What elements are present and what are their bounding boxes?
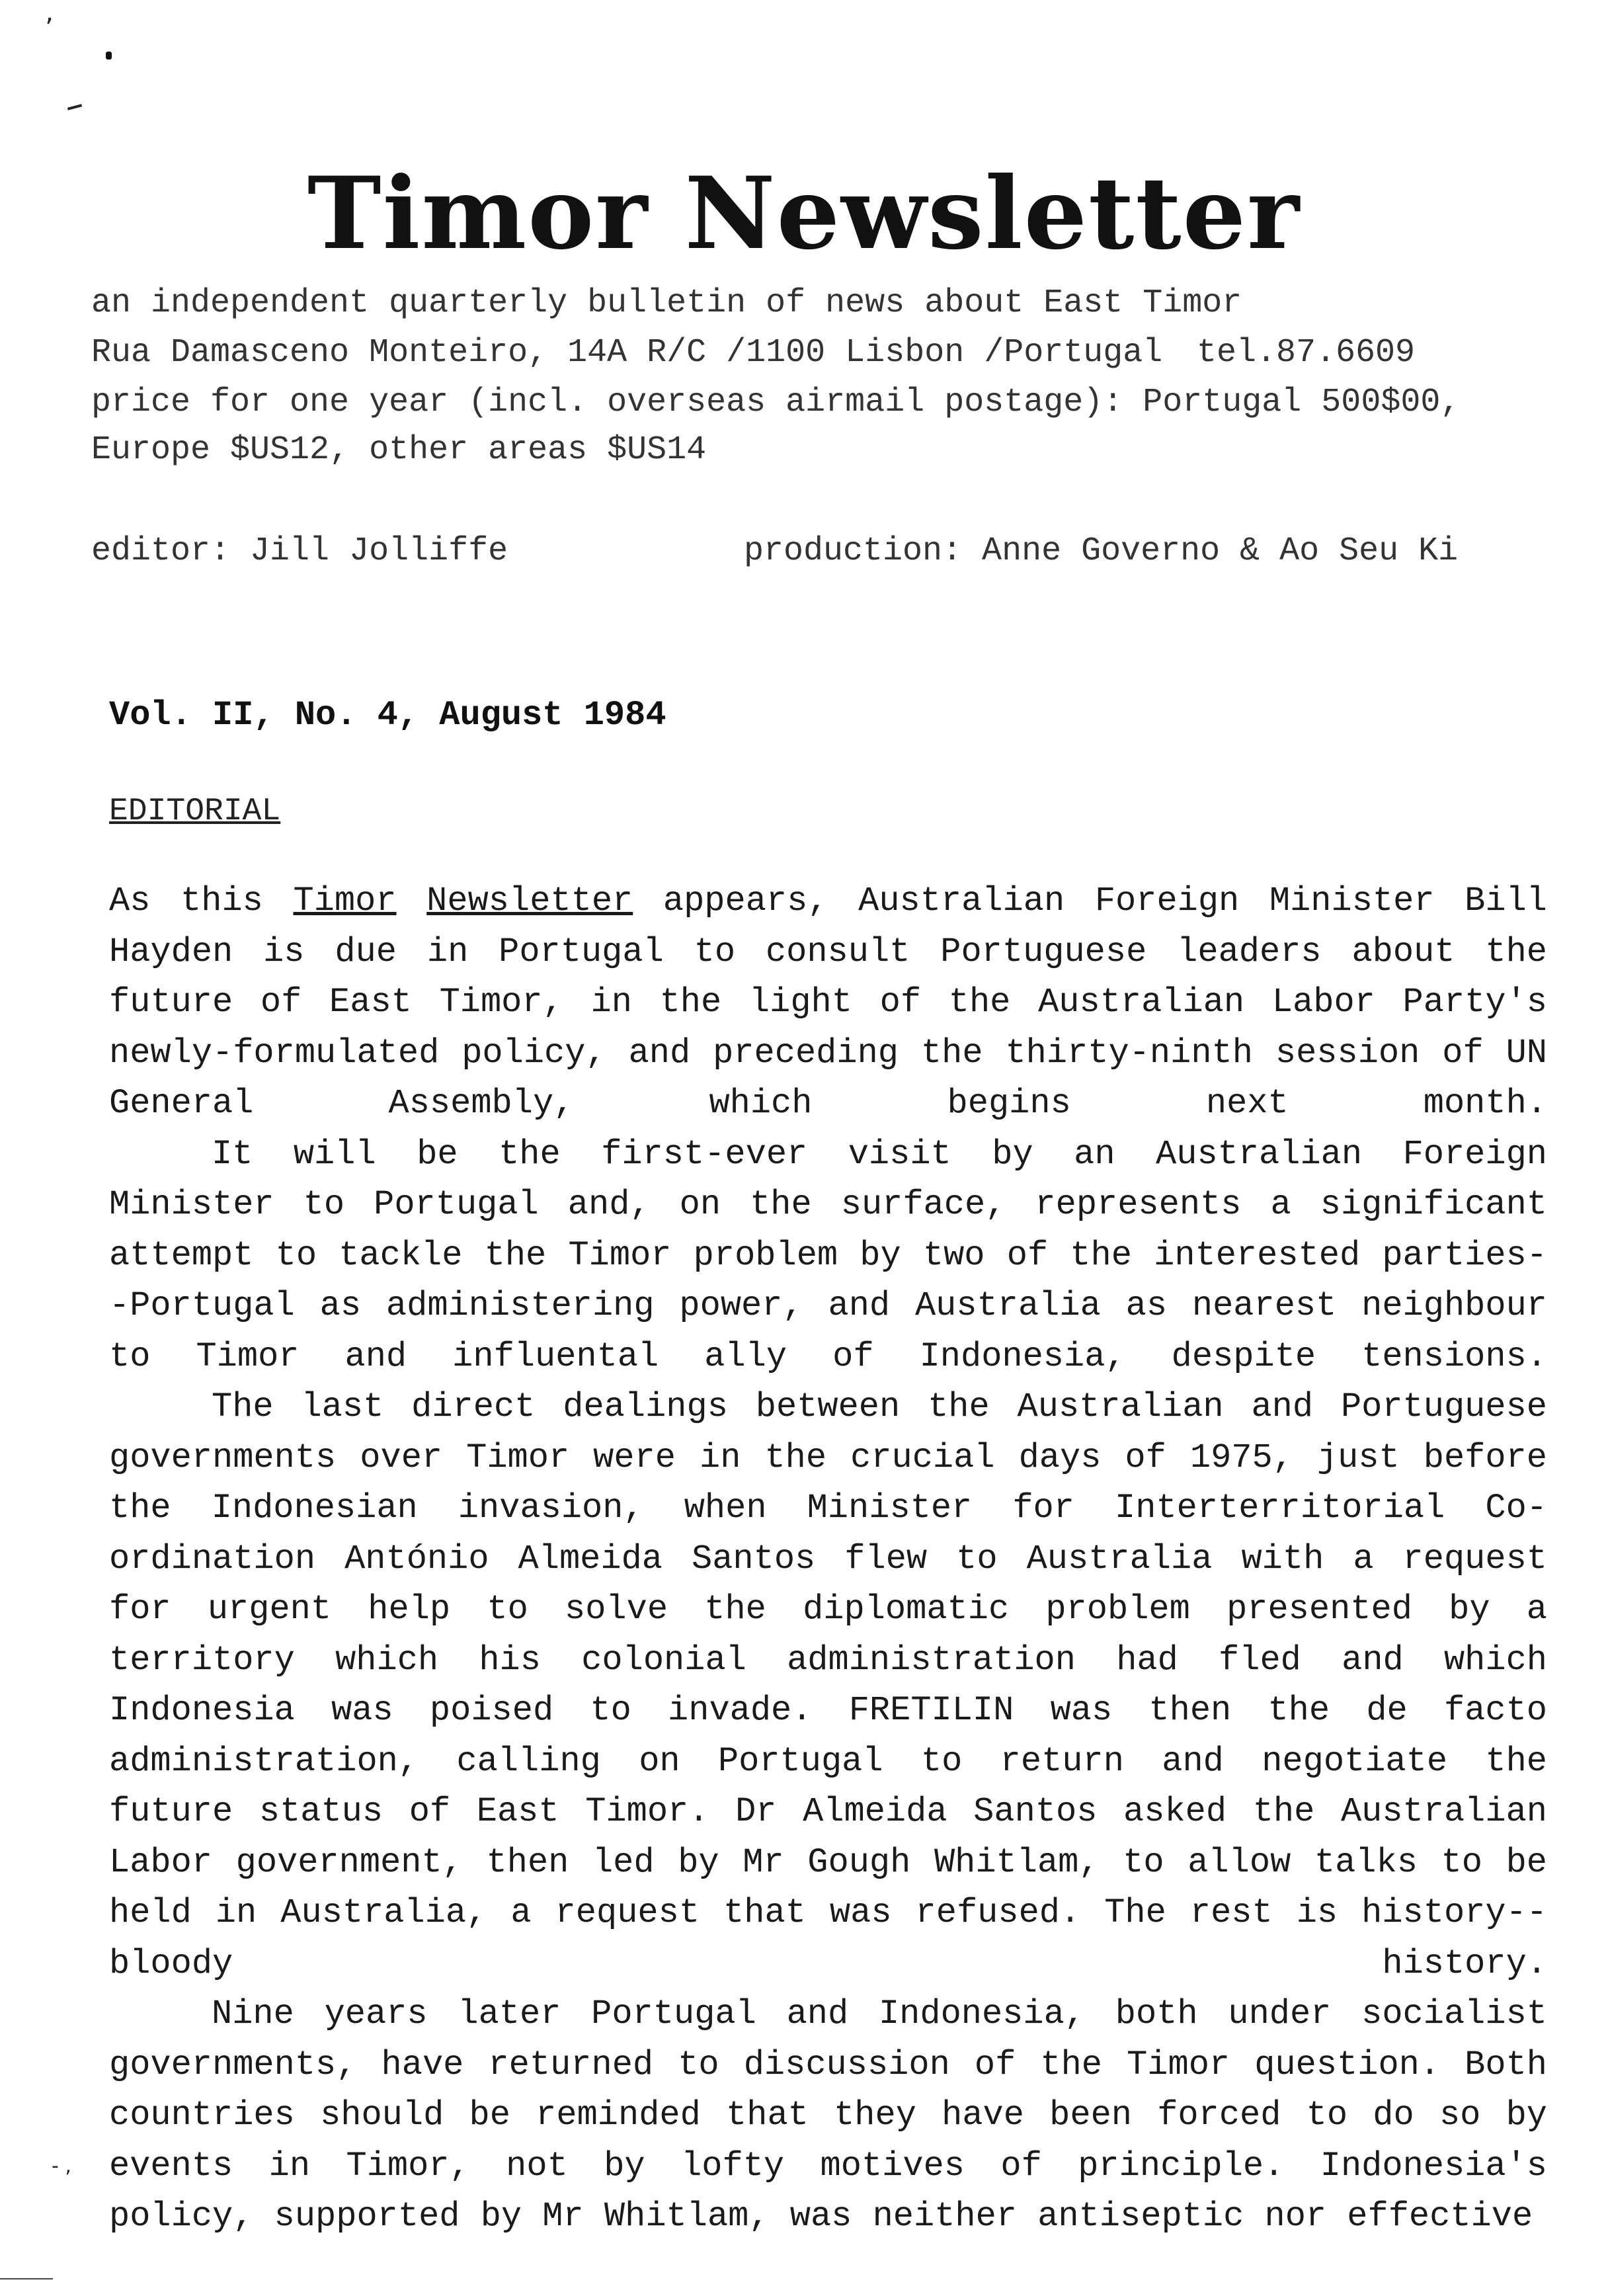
section-title: EDITORIAL — [109, 794, 281, 829]
issue-info: Vol. II, No. 4, August 1984 — [109, 696, 666, 735]
publication-title: Newsletter — [426, 882, 633, 921]
scan-mark-bottom: - , — [52, 2154, 71, 2178]
address: Rua Damasceno Monteiro, 14A R/C /1100 Lisbon /Portugal — [91, 334, 1163, 372]
phone: tel.87.6609 — [1197, 334, 1416, 372]
subtitle: an independent quarterly bulletin of news about East Timor — [91, 284, 1242, 322]
scan-dash — [67, 104, 82, 110]
scan-dot — [106, 52, 112, 60]
price-line-1: price for one year (incl. overseas airmail postage): Portugal 500$00, — [91, 384, 1461, 421]
newsletter-title: Timor Newsletter — [307, 155, 1301, 272]
scan-mark-top: ’ — [45, 13, 54, 44]
paragraph: It will be the first-ever visit by an Australian Foreign Minister to Portugal and, on the surface, represents a significant attempt to tackle the Timor problem by two of the interested parties--Portugal as administering power, and Australia as nearest neighbour to Timor and influental ally of Indonesia, despite tensions. — [109, 1134, 1547, 1376]
paragraph: The last direct dealings between the Australian and Portuguese governments over Timor were in the crucial days of 1975, just before the Indonesian invasion, when Minister for Interterritorial Co-ordination António Almeida Santos flew to Australia with a request for urgent help to solve the diplomatic problem presented by a territory which his colonial administration had fled and which Indonesia was poised to invade. FRETILIN was then the de facto administration, calling on Portugal to return and negotiate the future status of East Timor. Dr Almeida Santos asked the Australian Labor government, then led by Mr Gough Whitlam, to allow talks to be held in Australia, a request that was refused. The rest is history--bloody history. — [109, 1387, 1547, 1983]
editor-credit: editor: Jill Jolliffe — [91, 532, 508, 570]
publication-title: Timor — [293, 882, 397, 921]
paragraph: Nine years later Portugal and Indonesia, both under socialist governments, have returned to discussion of the Timor question. Both countries should be reminded that they have been forced to do so by events in Timor, not by lofty motives of principle. Indonesia's policy, supported by Mr Whitlam, was neither antiseptic nor effective — [109, 1994, 1547, 2236]
paragraph: As this Timor Newsletter appears, Australian Foreign Minister Bill Hayden is due in Portugal to consult Portuguese leaders about the future of East Timor, in the light of the Australian Labor Party's newly-formulated policy, and preceding the thirty-ninth session of UN General Assembly, which begins next month. — [109, 882, 1547, 1123]
footer-rule — [0, 2278, 53, 2279]
production-credit: production: Anne Governo & Ao Seu Ki — [744, 532, 1459, 570]
editorial-body — [109, 876, 1547, 2242]
price-line-2: Europe $US12, other areas $US14 — [91, 431, 707, 469]
